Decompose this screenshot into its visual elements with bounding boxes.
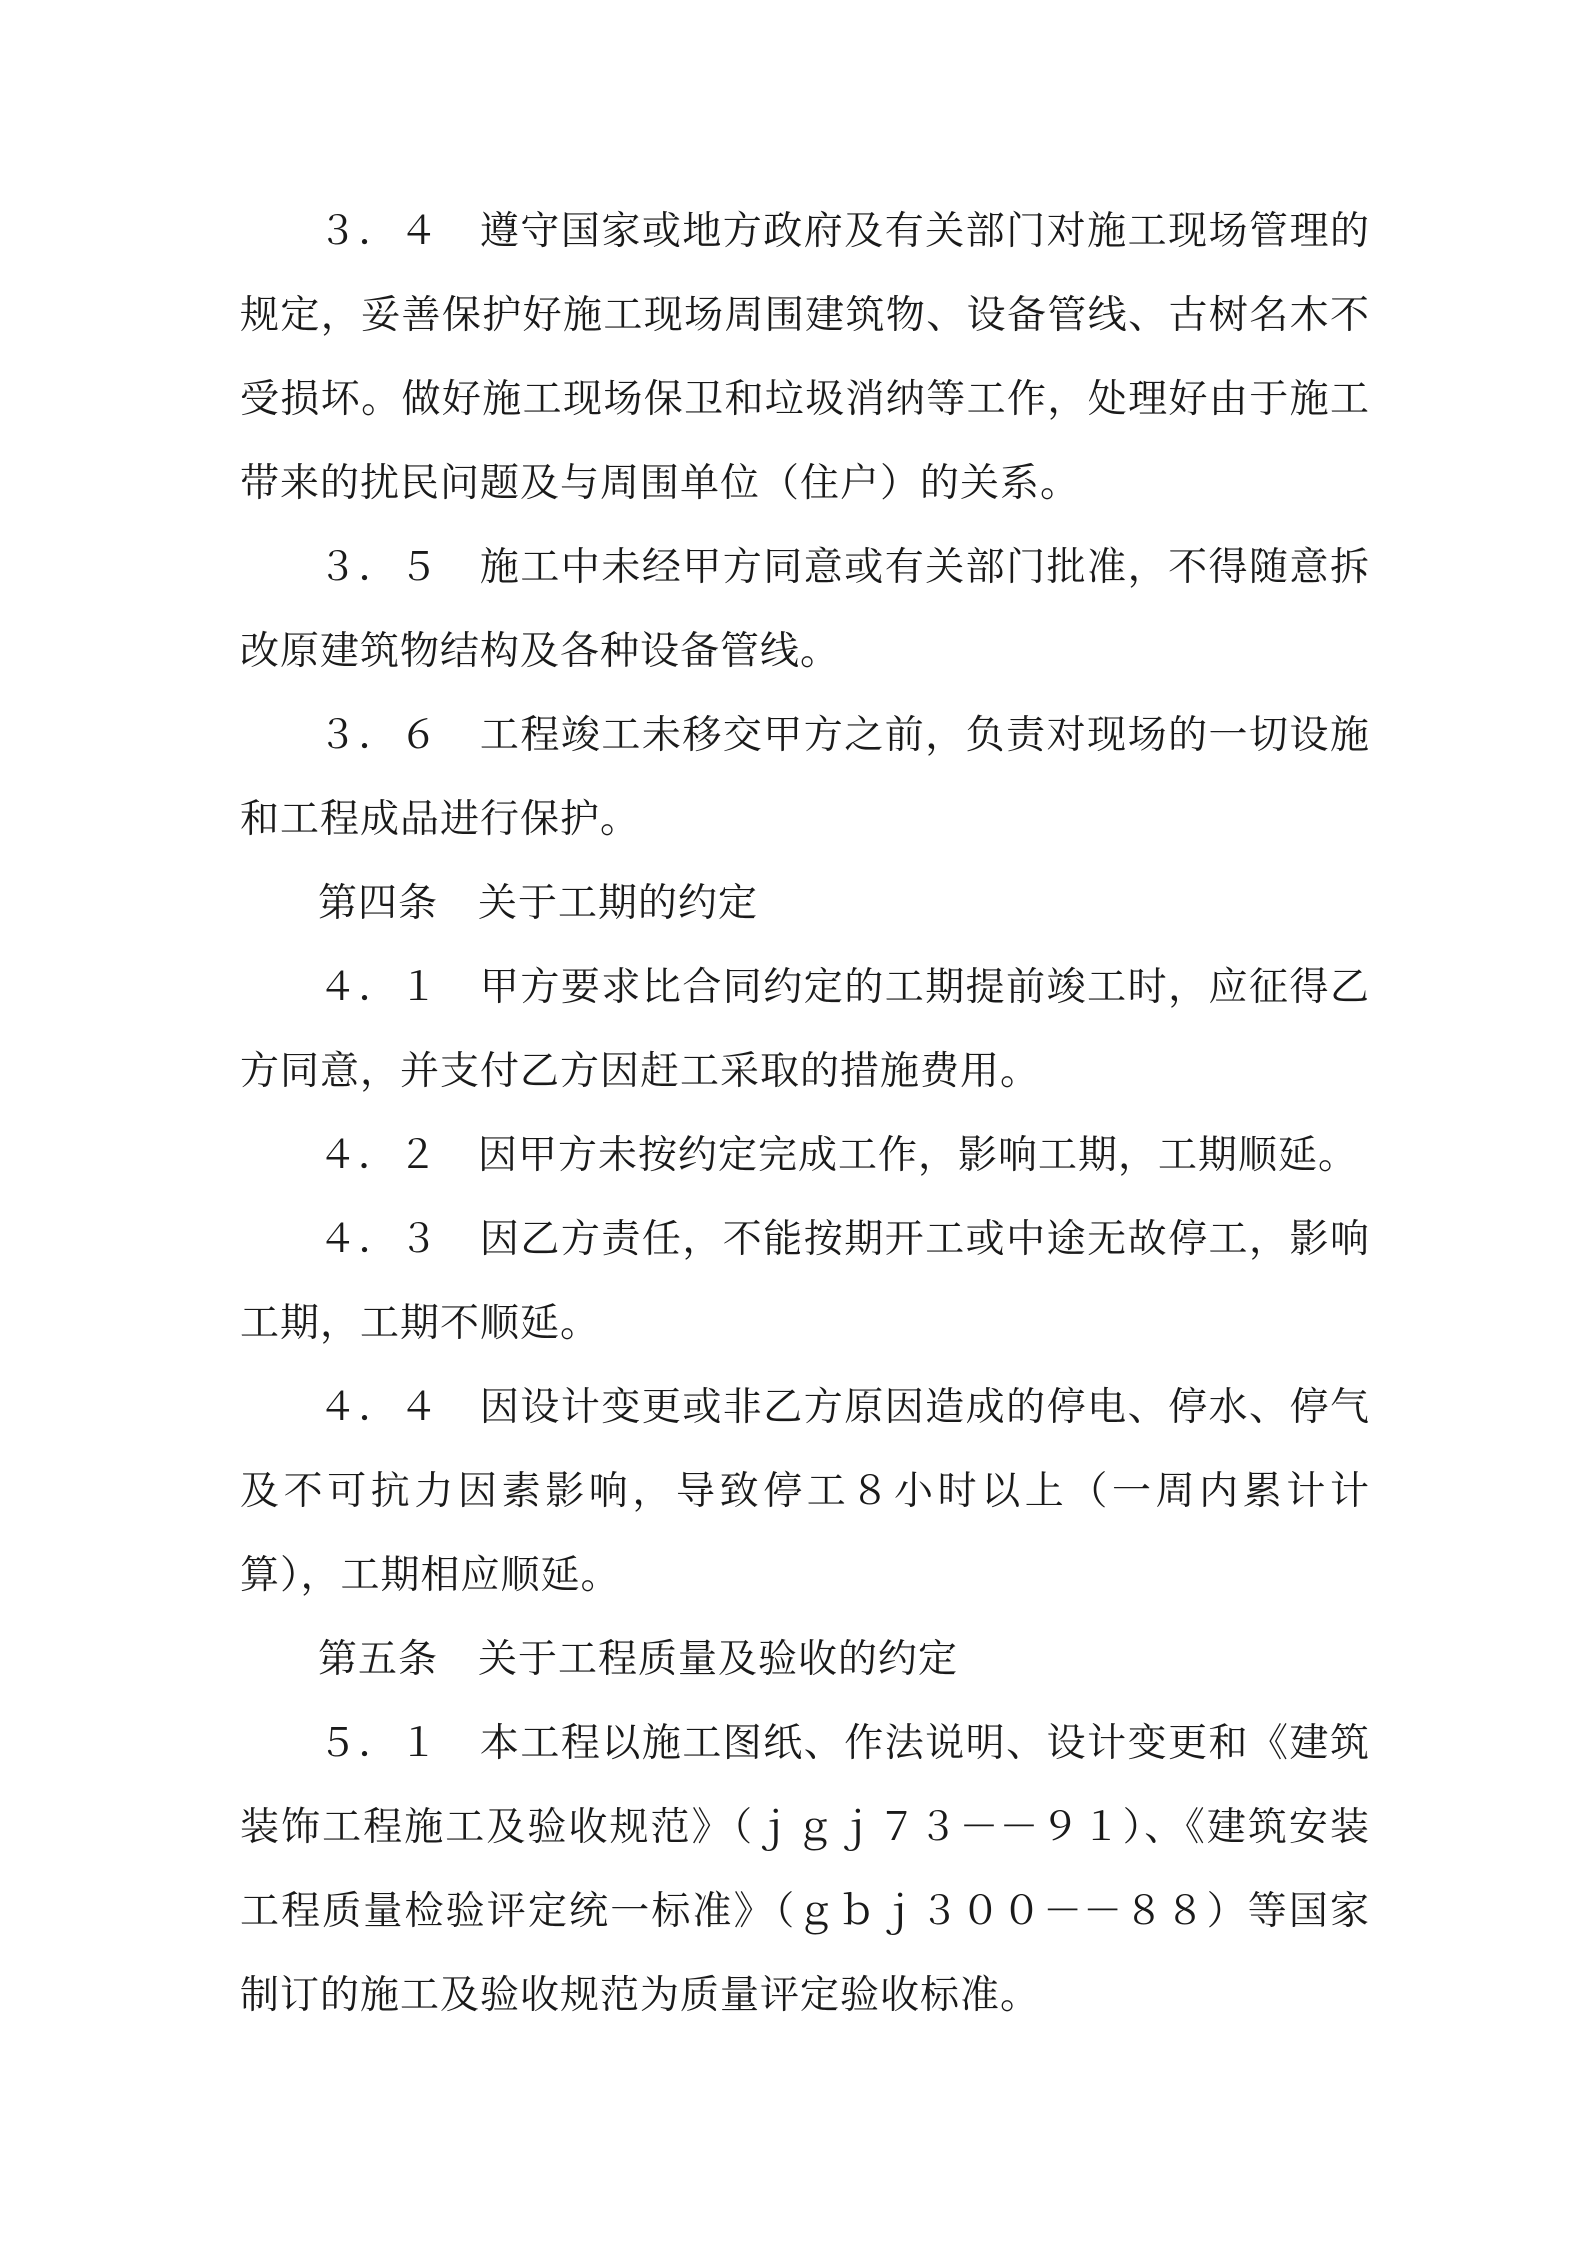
clause-4-3: ４．３ 因乙方责任，不能按期开工或中途无故停工，影响工期，工期不顺延。 xyxy=(240,1217,1370,1346)
clause-3-6: ３．６ 工程竣工未移交甲方之前，负责对现场的一切设施和工程成品进行保护。 xyxy=(240,713,1370,842)
article-5-heading: 第五条 关于工程质量及验收的约定 xyxy=(318,1637,959,1682)
clause-4-4: ４．４ 因设计变更或非乙方原因造成的停电、停水、停气及不可抗力因素影响，导致停工８小时以上（一周内累计计算），工期相应顺延。 xyxy=(240,1385,1370,1598)
article-4-heading: 第四条 关于工期的约定 xyxy=(318,881,759,926)
clause-5-1: ５．１ 本工程以施工图纸、作法说明、设计变更和《建筑装饰工程施工及验收规范》（ｊｇｊ７３－－９１）、《建筑安装工程质量检验评定统一标准》（ｇｂｊ３００－－８８）等国家制订的施工及验收规范为质量评定验收标准。 xyxy=(240,1721,1370,2018)
document-body xyxy=(240,190,1370,2038)
clause-3-4: ３．４ 遵守国家或地方政府及有关部门对施工现场管理的规定，妥善保护好施工现场周围建筑物、设备管线、古树名木不受损坏。做好施工现场保卫和垃圾消纳等工作，处理好由于施工带来的扰民问题及与周围单位（住户）的关系。 xyxy=(240,209,1370,506)
clause-4-1: ４．１ 甲方要求比合同约定的工期提前竣工时，应征得乙方同意，并支付乙方因赶工采取的措施费用。 xyxy=(240,965,1370,1094)
clause-3-5: ３．５ 施工中未经甲方同意或有关部门批准，不得随意拆改原建筑物结构及各种设备管线。 xyxy=(240,545,1370,674)
clause-4-2: ４．２ 因甲方未按约定完成工作，影响工期，工期顺延。 xyxy=(318,1133,1359,1178)
